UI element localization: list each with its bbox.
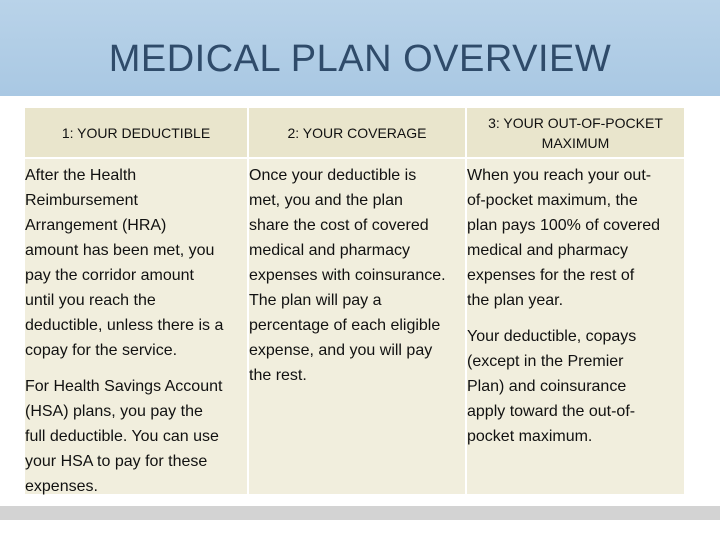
deductible-column-body [25, 163, 247, 499]
text-line: share the cost of covered [249, 217, 429, 234]
coverage-paragraph [249, 163, 465, 388]
out-of-pocket-header-line-1: 3: YOUR OUT-OF-POCKET [488, 114, 663, 131]
text-line: deductible, unless there is a [25, 317, 224, 334]
text-line: expenses with coinsurance. [249, 267, 446, 284]
text-line: Once your deductible is [249, 167, 417, 184]
text-line: full deductible. You can use [25, 428, 219, 445]
text-line: medical and pharmacy [249, 242, 410, 259]
deductible-paragraph-hsa [25, 374, 247, 499]
text-line: pay the corridor amount [25, 267, 194, 284]
deductible-header-label: 1: YOUR DEDUCTIBLE [61, 124, 211, 141]
text-line: (HSA) plans, you pay the [25, 403, 203, 420]
paragraph-gap [467, 313, 684, 324]
text-line: plan pays 100% of covered [467, 217, 661, 234]
out-of-pocket-column-body [467, 163, 684, 449]
deductible-paragraph-hra [25, 163, 247, 363]
text-line: expenses. [25, 478, 98, 495]
text-line: until you reach the [25, 292, 156, 309]
text-line: the rest. [249, 367, 307, 384]
out-of-pocket-paragraph-applies [467, 324, 684, 449]
text-line: of-pocket maximum, the [467, 192, 638, 209]
text-line: expense, and you will pay [249, 342, 433, 359]
text-line: The plan will pay a [249, 292, 382, 309]
text-line: amount has been met, you [25, 242, 215, 259]
text-line: your HSA to pay for these [25, 453, 208, 470]
text-line: Arrangement (HRA) [25, 217, 167, 234]
text-line: After the Health [25, 167, 137, 184]
out-of-pocket-paragraph-max [467, 163, 684, 313]
text-line: pocket maximum. [467, 428, 593, 445]
out-of-pocket-header-line-2: MAXIMUM [541, 134, 610, 151]
footer-band [0, 506, 720, 520]
text-line: (except in the Premier [467, 353, 624, 370]
text-line: Reimbursement [25, 192, 138, 209]
coverage-column-header [249, 108, 465, 157]
text-line: apply toward the out-of- [467, 403, 636, 420]
text-line: For Health Savings Account [25, 378, 223, 395]
text-line: When you reach your out- [467, 167, 652, 184]
text-line: percentage of each eligible [249, 317, 441, 334]
header-divider [25, 157, 684, 159]
out-of-pocket-column-header [467, 108, 684, 157]
coverage-header-label: 2: YOUR COVERAGE [287, 124, 427, 141]
text-line: expenses for the rest of [467, 267, 635, 284]
slide-title: MEDICAL PLAN OVERVIEW [108, 38, 612, 80]
text-line: Your deductible, copays [467, 328, 637, 345]
paragraph-gap [25, 363, 247, 374]
deductible-column-header [25, 108, 247, 157]
text-line: Plan) and coinsurance [467, 378, 627, 395]
text-line: medical and pharmacy [467, 242, 628, 259]
coverage-column-body [249, 163, 465, 388]
text-line: the plan year. [467, 292, 564, 309]
out-of-pocket-header-label [488, 113, 663, 153]
text-line: met, you and the plan [249, 192, 403, 209]
text-line: copay for the service. [25, 342, 178, 359]
